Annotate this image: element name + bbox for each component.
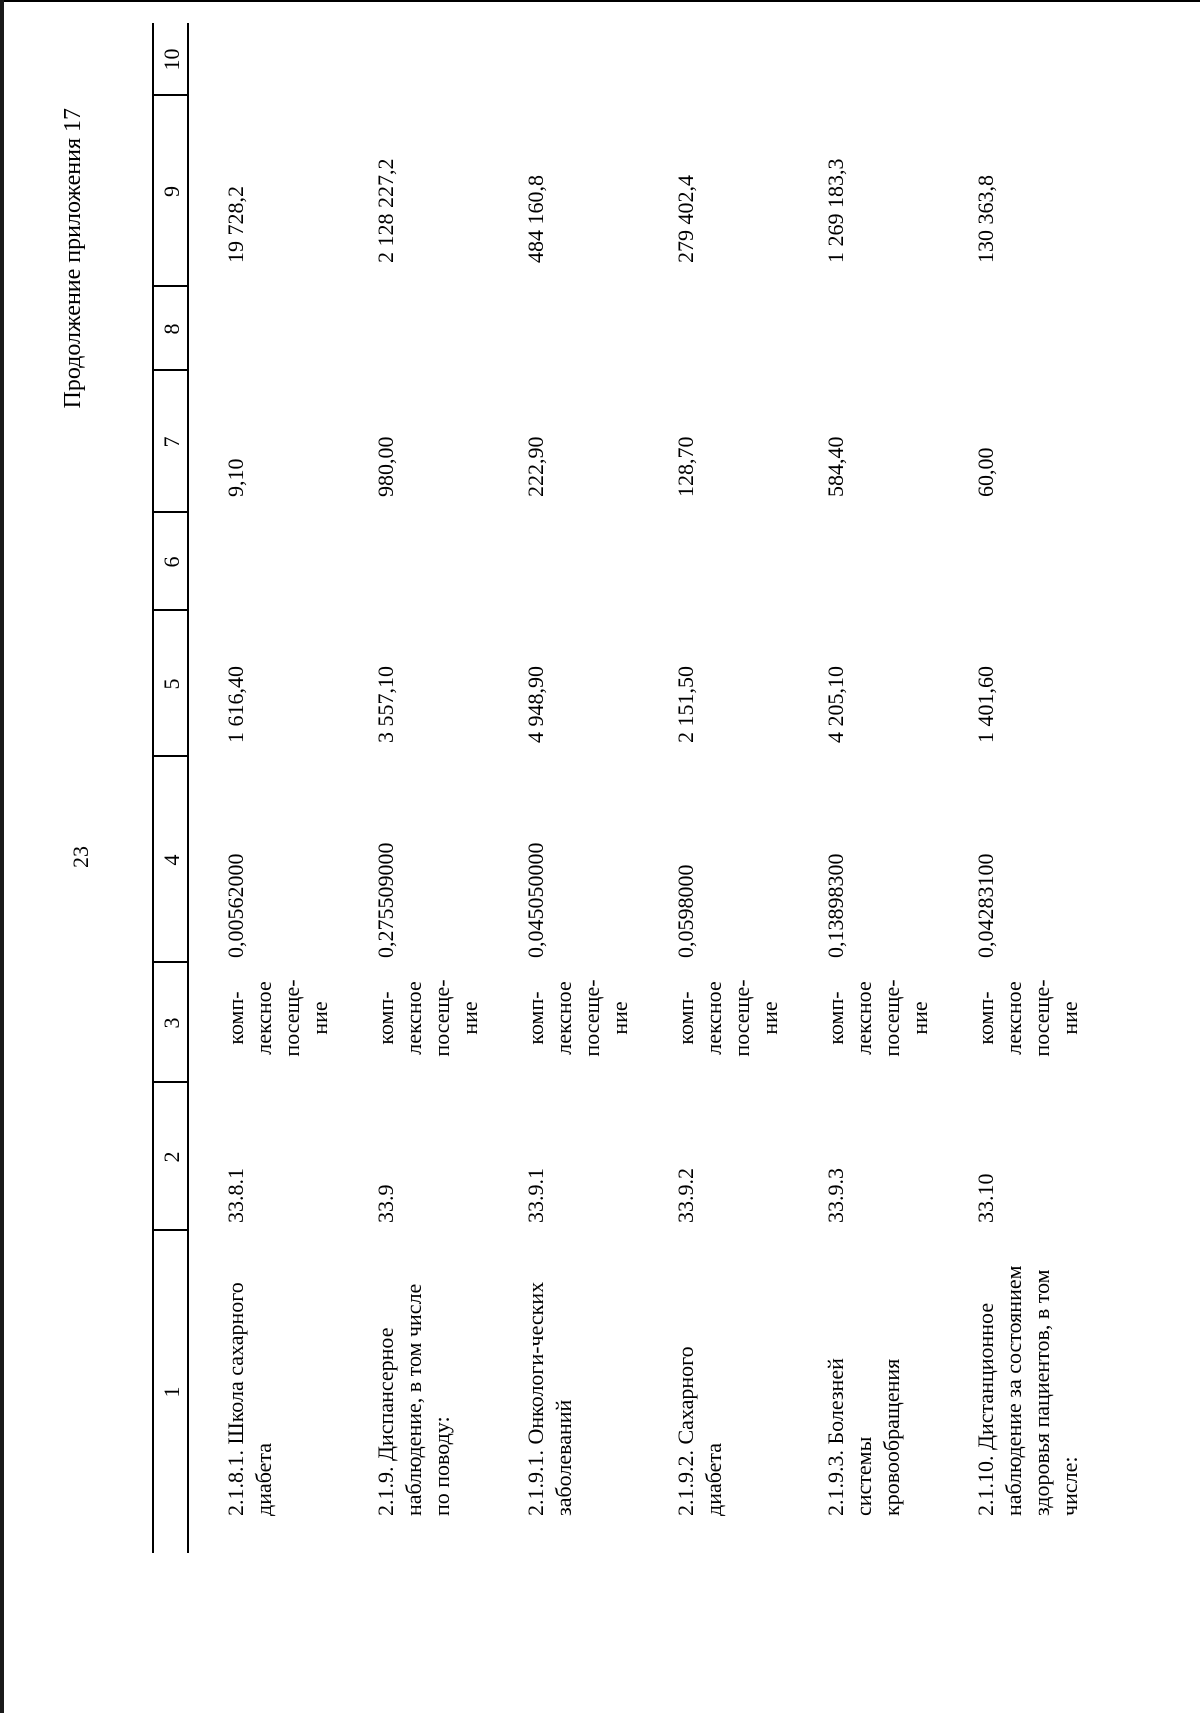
cost-value: 3 557,10 bbox=[373, 666, 398, 743]
rate-value: 0,045050000 bbox=[523, 842, 548, 958]
header-col-1: 1 bbox=[159, 1386, 184, 1398]
unit-of-measure: комп-лексное посеще-ние bbox=[523, 979, 632, 1057]
col7-value: 128,70 bbox=[673, 436, 698, 497]
row-code: 33.9 bbox=[373, 1184, 398, 1223]
total-value: 1 269 183,3 bbox=[823, 158, 848, 263]
header-col-3: 3 bbox=[159, 1017, 184, 1029]
continuation-title: Продолжение приложения 17 bbox=[60, 108, 86, 409]
page-number: 23 bbox=[68, 846, 93, 868]
col7-value: 980,00 bbox=[373, 436, 398, 497]
cost-value: 4 948,90 bbox=[523, 666, 548, 743]
service-name: 2.1.9.1. Онкологи-ческих заболеваний bbox=[523, 1281, 576, 1516]
col7-value: 584,40 bbox=[823, 436, 848, 497]
row-code: 33.8.1 bbox=[223, 1168, 248, 1223]
total-value: 19 728,2 bbox=[223, 186, 248, 263]
cost-value: 1 401,60 bbox=[973, 666, 998, 743]
unit-of-measure: комп-лексное посеще-ние bbox=[673, 979, 782, 1057]
unit-of-measure: комп-лексное посеще-ние bbox=[223, 979, 332, 1057]
table-top-rule bbox=[152, 23, 154, 1553]
header-col-2: 2 bbox=[159, 1151, 184, 1163]
header-col-10: 10 bbox=[159, 48, 184, 71]
unit-of-measure: комп-лексное посеще-ние bbox=[373, 979, 482, 1057]
row-code: 33.9.1 bbox=[523, 1168, 548, 1223]
unit-of-measure: комп-лексное посеще-ние bbox=[823, 979, 932, 1057]
cost-value: 2 151,50 bbox=[673, 666, 698, 743]
header-col-5: 5 bbox=[159, 678, 184, 690]
row-code: 33.10 bbox=[973, 1173, 998, 1223]
header-col-6: 6 bbox=[159, 556, 184, 568]
header-col-4: 4 bbox=[159, 854, 184, 866]
row-code: 33.9.3 bbox=[823, 1168, 848, 1223]
header-col-9: 9 bbox=[159, 186, 184, 197]
row-code: 33.9.2 bbox=[673, 1168, 698, 1223]
total-value: 2 128 227,2 bbox=[373, 158, 398, 263]
total-value: 130 363,8 bbox=[973, 175, 998, 263]
service-name: 2.1.9. Диспансерное наблюдение, в том числе по поводу: bbox=[373, 1283, 454, 1516]
table-header-rule bbox=[187, 23, 189, 1553]
rate-value: 0,04283100 bbox=[973, 853, 998, 958]
header-col-8: 8 bbox=[159, 323, 184, 335]
total-value: 484 160,8 bbox=[523, 175, 548, 263]
rate-value: 0,00562000 bbox=[223, 853, 248, 958]
service-name: 2.1.8.1. Школа сахарного диабета bbox=[223, 1282, 276, 1516]
col7-value: 9,10 bbox=[223, 458, 248, 497]
rate-value: 0,275509000 bbox=[373, 842, 398, 958]
service-name: 2.1.10. Дистанционное наблюдение за состоянием здоровья пациентов, в том числе: bbox=[973, 1265, 1082, 1516]
cost-value: 4 205,10 bbox=[823, 666, 848, 743]
header-col-7: 7 bbox=[159, 436, 184, 448]
service-name: 2.1.9.3. Болезней системы кровообращения bbox=[823, 1358, 904, 1516]
col7-value: 222,90 bbox=[523, 436, 548, 497]
total-value: 279 402,4 bbox=[673, 175, 698, 263]
col7-value: 60,00 bbox=[973, 447, 998, 497]
service-name: 2.1.9.2. Сахарного диабета bbox=[673, 1346, 726, 1516]
cost-value: 1 616,40 bbox=[223, 666, 248, 743]
rate-value: 0,0598000 bbox=[673, 864, 698, 958]
rate-value: 0,13898300 bbox=[823, 853, 848, 958]
unit-of-measure: комп-лексное посеще-ние bbox=[973, 979, 1082, 1057]
